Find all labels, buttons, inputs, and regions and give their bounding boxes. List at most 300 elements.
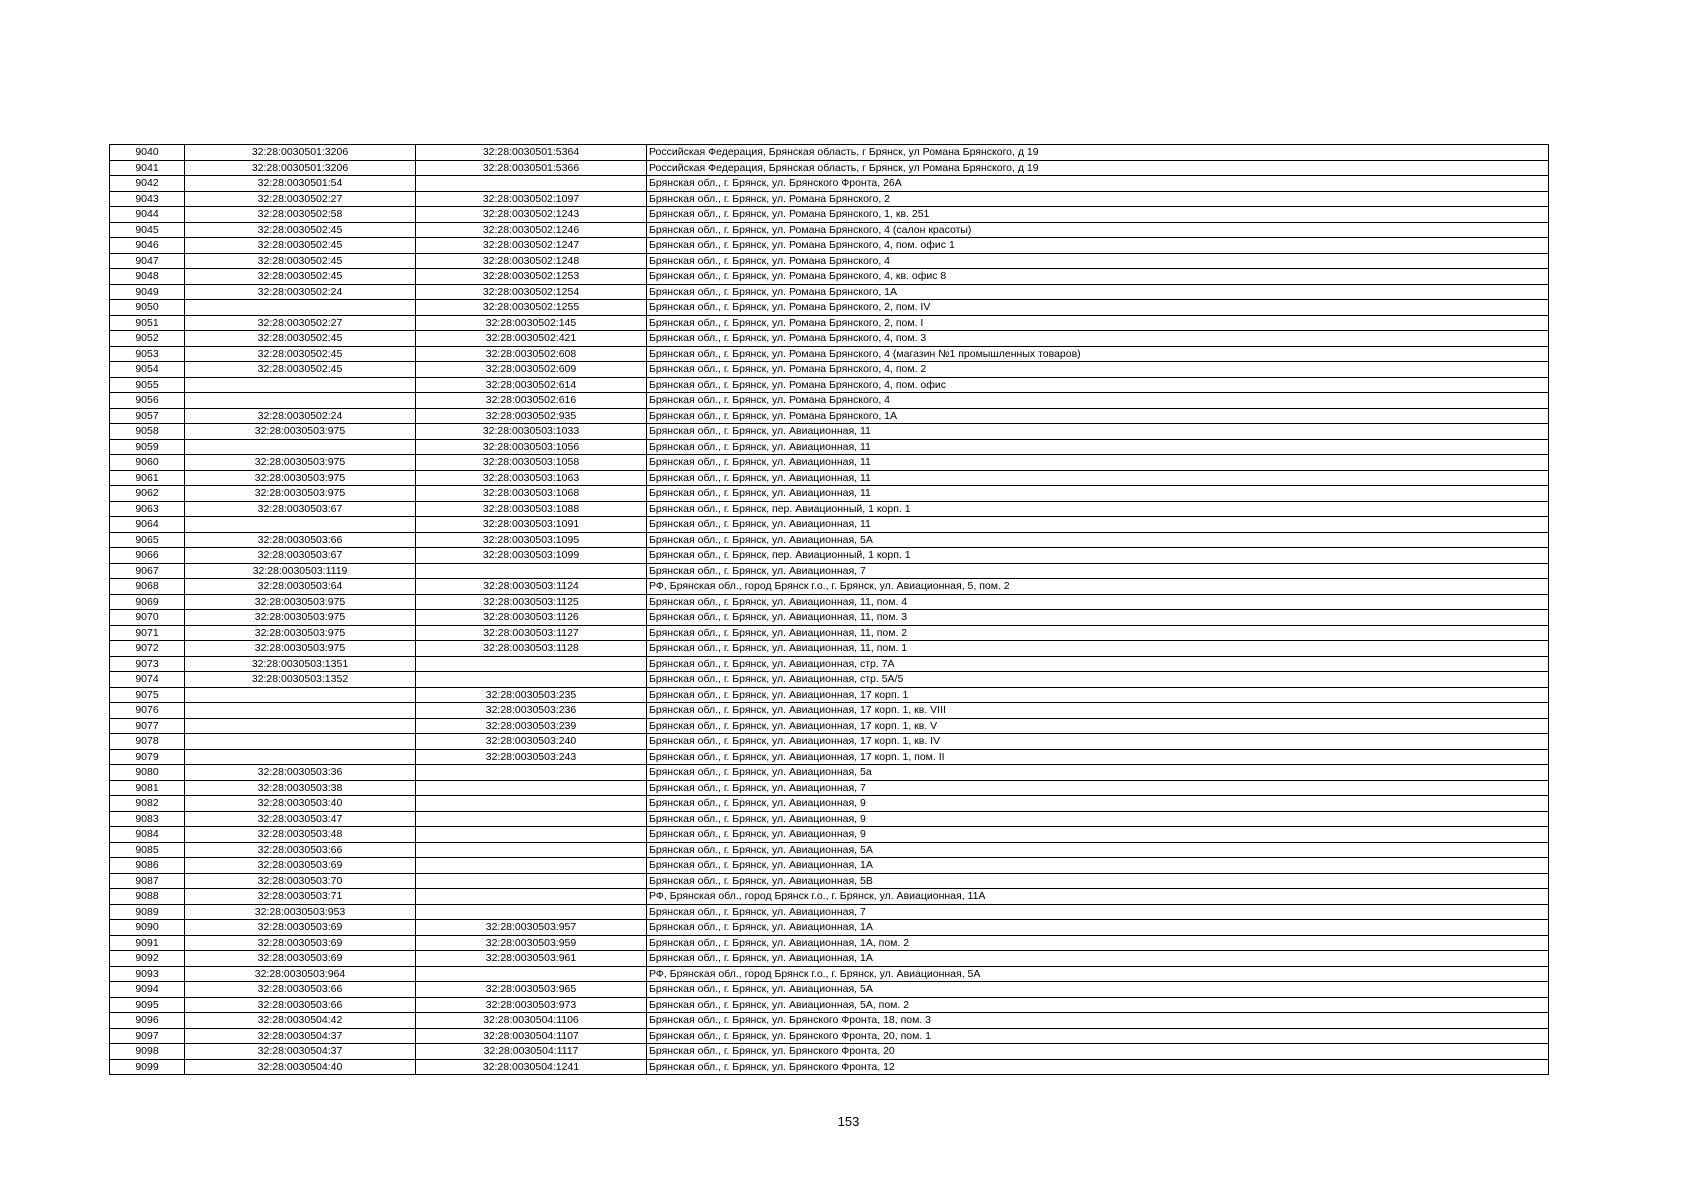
row-number-cell: 9069 xyxy=(110,594,185,610)
table-row xyxy=(110,672,1549,688)
land-cadastral-number-cell: 32:28:0030504:37 xyxy=(185,1028,416,1044)
row-number-cell: 9081 xyxy=(110,780,185,796)
table-row xyxy=(110,687,1549,703)
table-row xyxy=(110,191,1549,207)
table-row xyxy=(110,579,1549,595)
address-cell: Брянская обл., г. Брянск, ул. Авиационная, 7 xyxy=(647,780,1549,796)
address-cell: Брянская обл., г. Брянск, ул. Романа Брянского, 4 xyxy=(647,253,1549,269)
land-cadastral-number-cell xyxy=(185,749,416,765)
row-number-cell: 9043 xyxy=(110,191,185,207)
table-row xyxy=(110,222,1549,238)
row-number-cell: 9049 xyxy=(110,284,185,300)
object-cadastral-number-cell: 32:28:0030503:1058 xyxy=(416,455,647,471)
object-cadastral-number-cell xyxy=(416,904,647,920)
row-number-cell: 9070 xyxy=(110,610,185,626)
row-number-cell: 9079 xyxy=(110,749,185,765)
address-cell: Брянская обл., г. Брянск, ул. Романа Брянского, 1А xyxy=(647,408,1549,424)
row-number-cell: 9092 xyxy=(110,951,185,967)
land-cadastral-number-cell: 32:28:0030502:24 xyxy=(185,284,416,300)
row-number-cell: 9054 xyxy=(110,362,185,378)
table-row xyxy=(110,362,1549,378)
address-cell: Брянская обл., г. Брянск, ул. Романа Брянского, 4, пом. офис 1 xyxy=(647,238,1549,254)
object-cadastral-number-cell xyxy=(416,842,647,858)
row-number-cell: 9046 xyxy=(110,238,185,254)
object-cadastral-number-cell: 32:28:0030502:421 xyxy=(416,331,647,347)
row-number-cell: 9096 xyxy=(110,1013,185,1029)
row-number-cell: 9099 xyxy=(110,1059,185,1075)
table-row xyxy=(110,300,1549,316)
row-number-cell: 9080 xyxy=(110,765,185,781)
row-number-cell: 9084 xyxy=(110,827,185,843)
address-cell: Брянская обл., г. Брянск, ул. Авиационная, 11, пом. 4 xyxy=(647,594,1549,610)
land-cadastral-number-cell: 32:28:0030503:71 xyxy=(185,889,416,905)
table-row xyxy=(110,951,1549,967)
land-cadastral-number-cell xyxy=(185,439,416,455)
row-number-cell: 9051 xyxy=(110,315,185,331)
row-number-cell: 9088 xyxy=(110,889,185,905)
object-cadastral-number-cell: 32:28:0030503:1124 xyxy=(416,579,647,595)
address-cell: Брянская обл., г. Брянск, ул. Авиационная, 11, пом. 1 xyxy=(647,641,1549,657)
land-cadastral-number-cell: 32:28:0030502:27 xyxy=(185,315,416,331)
row-number-cell: 9082 xyxy=(110,796,185,812)
table-row xyxy=(110,610,1549,626)
table-row xyxy=(110,982,1549,998)
object-cadastral-number-cell: 32:28:0030502:614 xyxy=(416,377,647,393)
table-row xyxy=(110,563,1549,579)
object-cadastral-number-cell: 32:28:0030503:957 xyxy=(416,920,647,936)
row-number-cell: 9056 xyxy=(110,393,185,409)
table-row xyxy=(110,331,1549,347)
table-row xyxy=(110,1059,1549,1075)
object-cadastral-number-cell: 32:28:0030502:1247 xyxy=(416,238,647,254)
address-cell: Брянская обл., г. Брянск, ул. Авиационная, 5А xyxy=(647,982,1549,998)
table-row xyxy=(110,393,1549,409)
land-cadastral-number-cell: 32:28:0030503:66 xyxy=(185,532,416,548)
row-number-cell: 9061 xyxy=(110,470,185,486)
row-number-cell: 9042 xyxy=(110,176,185,192)
land-cadastral-number-cell xyxy=(185,734,416,750)
row-number-cell: 9053 xyxy=(110,346,185,362)
table-row xyxy=(110,315,1549,331)
table-row xyxy=(110,145,1549,161)
object-cadastral-number-cell xyxy=(416,765,647,781)
registry-table xyxy=(109,144,1549,1075)
table-row xyxy=(110,1013,1549,1029)
object-cadastral-number-cell: 32:28:0030502:1254 xyxy=(416,284,647,300)
object-cadastral-number-cell: 32:28:0030503:959 xyxy=(416,935,647,951)
row-number-cell: 9063 xyxy=(110,501,185,517)
object-cadastral-number-cell xyxy=(416,858,647,874)
object-cadastral-number-cell: 32:28:0030502:1248 xyxy=(416,253,647,269)
table-row xyxy=(110,439,1549,455)
address-cell: Брянская обл., г. Брянск, ул. Авиационная, 17 корп. 1, кв. IV xyxy=(647,734,1549,750)
table-row xyxy=(110,160,1549,176)
table-row xyxy=(110,455,1549,471)
address-cell: Брянская обл., г. Брянск, ул. Авиационная, 17 корп. 1, пом. II xyxy=(647,749,1549,765)
table-row xyxy=(110,408,1549,424)
land-cadastral-number-cell: 32:28:0030503:64 xyxy=(185,579,416,595)
land-cadastral-number-cell: 32:28:0030503:66 xyxy=(185,842,416,858)
land-cadastral-number-cell: 32:28:0030503:69 xyxy=(185,920,416,936)
land-cadastral-number-cell: 32:28:0030503:67 xyxy=(185,548,416,564)
object-cadastral-number-cell xyxy=(416,796,647,812)
address-cell: Брянская обл., г. Брянск, ул. Авиационная, 17 корп. 1, кв. VIII xyxy=(647,703,1549,719)
land-cadastral-number-cell: 32:28:0030503:38 xyxy=(185,780,416,796)
table-row xyxy=(110,207,1549,223)
address-cell: РФ, Брянская обл., город Брянск г.о., г. Брянск, ул. Авиационная, 5А xyxy=(647,966,1549,982)
row-number-cell: 9089 xyxy=(110,904,185,920)
land-cadastral-number-cell: 32:28:0030502:45 xyxy=(185,346,416,362)
object-cadastral-number-cell xyxy=(416,966,647,982)
row-number-cell: 9066 xyxy=(110,548,185,564)
object-cadastral-number-cell: 32:28:0030503:1127 xyxy=(416,625,647,641)
table-row xyxy=(110,284,1549,300)
table-row xyxy=(110,486,1549,502)
table-row xyxy=(110,532,1549,548)
address-cell: Брянская обл., г. Брянск, ул. Авиационная, 5А xyxy=(647,842,1549,858)
table-row xyxy=(110,842,1549,858)
land-cadastral-number-cell: 32:28:0030503:953 xyxy=(185,904,416,920)
land-cadastral-number-cell: 32:28:0030503:975 xyxy=(185,625,416,641)
row-number-cell: 9093 xyxy=(110,966,185,982)
object-cadastral-number-cell: 32:28:0030503:1063 xyxy=(416,470,647,486)
registry-table-body xyxy=(110,145,1549,1075)
object-cadastral-number-cell: 32:28:0030503:973 xyxy=(416,997,647,1013)
object-cadastral-number-cell xyxy=(416,672,647,688)
table-row xyxy=(110,796,1549,812)
table-row xyxy=(110,765,1549,781)
land-cadastral-number-cell: 32:28:0030503:48 xyxy=(185,827,416,843)
land-cadastral-number-cell: 32:28:0030502:45 xyxy=(185,222,416,238)
land-cadastral-number-cell: 32:28:0030502:45 xyxy=(185,269,416,285)
object-cadastral-number-cell xyxy=(416,780,647,796)
address-cell: Брянская обл., г. Брянск, ул. Романа Брянского, 4 (магазин №1 промышленных товаров) xyxy=(647,346,1549,362)
land-cadastral-number-cell: 32:28:0030503:36 xyxy=(185,765,416,781)
address-cell: Брянская обл., г. Брянск, ул. Авиационная, 11 xyxy=(647,486,1549,502)
address-cell: Брянская обл., г. Брянск, ул. Романа Брянского, 2, пом. I xyxy=(647,315,1549,331)
table-row xyxy=(110,625,1549,641)
land-cadastral-number-cell: 32:28:0030501:54 xyxy=(185,176,416,192)
table-row xyxy=(110,238,1549,254)
row-number-cell: 9097 xyxy=(110,1028,185,1044)
land-cadastral-number-cell: 32:28:0030503:964 xyxy=(185,966,416,982)
address-cell: Брянская обл., г. Брянск, ул. Авиационная, 1А xyxy=(647,858,1549,874)
row-number-cell: 9048 xyxy=(110,269,185,285)
land-cadastral-number-cell: 32:28:0030503:69 xyxy=(185,951,416,967)
row-number-cell: 9041 xyxy=(110,160,185,176)
table-row xyxy=(110,873,1549,889)
address-cell: Брянская обл., г. Брянск, ул. Авиационная, 11, пом. 3 xyxy=(647,610,1549,626)
table-row xyxy=(110,997,1549,1013)
land-cadastral-number-cell: 32:28:0030503:66 xyxy=(185,997,416,1013)
table-row xyxy=(110,548,1549,564)
row-number-cell: 9047 xyxy=(110,253,185,269)
address-cell: Брянская обл., г. Брянск, ул. Авиационная, 9 xyxy=(647,827,1549,843)
object-cadastral-number-cell: 32:28:0030503:236 xyxy=(416,703,647,719)
row-number-cell: 9091 xyxy=(110,935,185,951)
row-number-cell: 9073 xyxy=(110,656,185,672)
table-row xyxy=(110,703,1549,719)
object-cadastral-number-cell: 32:28:0030504:1241 xyxy=(416,1059,647,1075)
land-cadastral-number-cell: 32:28:0030503:40 xyxy=(185,796,416,812)
object-cadastral-number-cell: 32:28:0030502:616 xyxy=(416,393,647,409)
address-cell: Брянская обл., г. Брянск, ул. Брянского Фронта, 18, пом. 3 xyxy=(647,1013,1549,1029)
address-cell: Брянская обл., г. Брянск, ул. Брянского Фронта, 20, пом. 1 xyxy=(647,1028,1549,1044)
row-number-cell: 9072 xyxy=(110,641,185,657)
land-cadastral-number-cell: 32:28:0030503:70 xyxy=(185,873,416,889)
table-row xyxy=(110,346,1549,362)
table-row xyxy=(110,734,1549,750)
row-number-cell: 9044 xyxy=(110,207,185,223)
table-row xyxy=(110,470,1549,486)
object-cadastral-number-cell: 32:28:0030503:1099 xyxy=(416,548,647,564)
row-number-cell: 9085 xyxy=(110,842,185,858)
row-number-cell: 9052 xyxy=(110,331,185,347)
land-cadastral-number-cell: 32:28:0030503:975 xyxy=(185,455,416,471)
row-number-cell: 9045 xyxy=(110,222,185,238)
address-cell: Брянская обл., г. Брянск, ул. Романа Брянского, 4 (салон красоты) xyxy=(647,222,1549,238)
row-number-cell: 9040 xyxy=(110,145,185,161)
object-cadastral-number-cell: 32:28:0030503:961 xyxy=(416,951,647,967)
row-number-cell: 9077 xyxy=(110,718,185,734)
address-cell: Брянская обл., г. Брянск, ул. Авиационная, 7 xyxy=(647,904,1549,920)
object-cadastral-number-cell xyxy=(416,811,647,827)
row-number-cell: 9064 xyxy=(110,517,185,533)
table-row xyxy=(110,718,1549,734)
land-cadastral-number-cell xyxy=(185,300,416,316)
row-number-cell: 9074 xyxy=(110,672,185,688)
land-cadastral-number-cell: 32:28:0030503:1351 xyxy=(185,656,416,672)
address-cell: Брянская обл., г. Брянск, ул. Брянского Фронта, 26А xyxy=(647,176,1549,192)
address-cell: Брянская обл., г. Брянск, ул. Романа Брянского, 1А xyxy=(647,284,1549,300)
table-row xyxy=(110,827,1549,843)
object-cadastral-number-cell: 32:28:0030502:608 xyxy=(416,346,647,362)
land-cadastral-number-cell xyxy=(185,377,416,393)
row-number-cell: 9094 xyxy=(110,982,185,998)
table-row xyxy=(110,377,1549,393)
row-number-cell: 9067 xyxy=(110,563,185,579)
address-cell: Брянская обл., г. Брянск, ул. Брянского Фронта, 20 xyxy=(647,1044,1549,1060)
land-cadastral-number-cell: 32:28:0030503:1352 xyxy=(185,672,416,688)
table-row xyxy=(110,656,1549,672)
land-cadastral-number-cell: 32:28:0030502:45 xyxy=(185,253,416,269)
land-cadastral-number-cell: 32:28:0030503:69 xyxy=(185,935,416,951)
land-cadastral-number-cell: 32:28:0030502:27 xyxy=(185,191,416,207)
table-row xyxy=(110,780,1549,796)
row-number-cell: 9095 xyxy=(110,997,185,1013)
address-cell: Брянская обл., г. Брянск, ул. Авиационная, 9 xyxy=(647,811,1549,827)
row-number-cell: 9057 xyxy=(110,408,185,424)
object-cadastral-number-cell: 32:28:0030503:1126 xyxy=(416,610,647,626)
address-cell: Брянская обл., г. Брянск, пер. Авиационный, 1 корп. 1 xyxy=(647,501,1549,517)
address-cell: Брянская обл., г. Брянск, ул. Авиационная, 11 xyxy=(647,517,1549,533)
address-cell: Брянская обл., г. Брянск, ул. Авиационная, 17 корп. 1 xyxy=(647,687,1549,703)
address-cell: РФ, Брянская обл., город Брянск г.о., г. Брянск, ул. Авиационная, 11А xyxy=(647,889,1549,905)
object-cadastral-number-cell xyxy=(416,563,647,579)
row-number-cell: 9068 xyxy=(110,579,185,595)
table-row xyxy=(110,269,1549,285)
address-cell: Брянская обл., г. Брянск, ул. Романа Брянского, 4, пом. 3 xyxy=(647,331,1549,347)
land-cadastral-number-cell xyxy=(185,517,416,533)
land-cadastral-number-cell: 32:28:0030501:3206 xyxy=(185,160,416,176)
table-row xyxy=(110,517,1549,533)
land-cadastral-number-cell: 32:28:0030503:975 xyxy=(185,470,416,486)
address-cell: Брянская обл., г. Брянск, ул. Авиационная, 11 xyxy=(647,455,1549,471)
object-cadastral-number-cell: 32:28:0030503:1125 xyxy=(416,594,647,610)
object-cadastral-number-cell: 32:28:0030501:5364 xyxy=(416,145,647,161)
table-row xyxy=(110,594,1549,610)
land-cadastral-number-cell: 32:28:0030502:24 xyxy=(185,408,416,424)
land-cadastral-number-cell: 32:28:0030503:47 xyxy=(185,811,416,827)
object-cadastral-number-cell: 32:28:0030502:935 xyxy=(416,408,647,424)
address-cell: Брянская обл., г. Брянск, ул. Авиационная, 5А, пом. 2 xyxy=(647,997,1549,1013)
address-cell: Брянская обл., г. Брянск, ул. Романа Брянского, 1, кв. 251 xyxy=(647,207,1549,223)
table-row xyxy=(110,920,1549,936)
row-number-cell: 9050 xyxy=(110,300,185,316)
object-cadastral-number-cell: 32:28:0030504:1107 xyxy=(416,1028,647,1044)
address-cell: Российская Федерация, Брянская область, г Брянск, ул Романа Брянского, д 19 xyxy=(647,145,1549,161)
address-cell: Брянская обл., г. Брянск, ул. Брянского Фронта, 12 xyxy=(647,1059,1549,1075)
table-row xyxy=(110,501,1549,517)
table-row xyxy=(110,1028,1549,1044)
address-cell: Брянская обл., г. Брянск, ул. Романа Брянского, 4, пом. 2 xyxy=(647,362,1549,378)
object-cadastral-number-cell: 32:28:0030503:1095 xyxy=(416,532,647,548)
object-cadastral-number-cell: 32:28:0030503:1128 xyxy=(416,641,647,657)
object-cadastral-number-cell: 32:28:0030503:1091 xyxy=(416,517,647,533)
address-cell: Брянская обл., г. Брянск, ул. Авиационная, 1А xyxy=(647,920,1549,936)
address-cell: Брянская обл., г. Брянск, ул. Авиационная, 5А xyxy=(647,532,1549,548)
object-cadastral-number-cell: 32:28:0030504:1106 xyxy=(416,1013,647,1029)
object-cadastral-number-cell: 32:28:0030502:1097 xyxy=(416,191,647,207)
address-cell: Брянская обл., г. Брянск, ул. Романа Брянского, 2, пом. IV xyxy=(647,300,1549,316)
row-number-cell: 9065 xyxy=(110,532,185,548)
table-row xyxy=(110,1044,1549,1060)
object-cadastral-number-cell: 32:28:0030503:235 xyxy=(416,687,647,703)
table-row xyxy=(110,176,1549,192)
land-cadastral-number-cell: 32:28:0030503:975 xyxy=(185,594,416,610)
object-cadastral-number-cell xyxy=(416,873,647,889)
address-cell: Брянская обл., г. Брянск, пер. Авиационный, 1 корп. 1 xyxy=(647,548,1549,564)
address-cell: Брянская обл., г. Брянск, ул. Авиационная, стр. 7А xyxy=(647,656,1549,672)
object-cadastral-number-cell xyxy=(416,656,647,672)
object-cadastral-number-cell: 32:28:0030503:239 xyxy=(416,718,647,734)
table-row xyxy=(110,641,1549,657)
land-cadastral-number-cell: 32:28:0030502:45 xyxy=(185,238,416,254)
object-cadastral-number-cell: 32:28:0030503:243 xyxy=(416,749,647,765)
object-cadastral-number-cell: 32:28:0030502:145 xyxy=(416,315,647,331)
address-cell: Российская Федерация, Брянская область, г Брянск, ул Романа Брянского, д 19 xyxy=(647,160,1549,176)
land-cadastral-number-cell: 32:28:0030503:67 xyxy=(185,501,416,517)
object-cadastral-number-cell: 32:28:0030502:1246 xyxy=(416,222,647,238)
land-cadastral-number-cell: 32:28:0030504:42 xyxy=(185,1013,416,1029)
land-cadastral-number-cell: 32:28:0030503:66 xyxy=(185,982,416,998)
table-row xyxy=(110,966,1549,982)
object-cadastral-number-cell: 32:28:0030503:1033 xyxy=(416,424,647,440)
object-cadastral-number-cell: 32:28:0030502:1243 xyxy=(416,207,647,223)
address-cell: Брянская обл., г. Брянск, ул. Авиационная, 5В xyxy=(647,873,1549,889)
address-cell: Брянская обл., г. Брянск, ул. Авиационная, 11 xyxy=(647,439,1549,455)
table-row xyxy=(110,811,1549,827)
table-row xyxy=(110,253,1549,269)
land-cadastral-number-cell xyxy=(185,393,416,409)
land-cadastral-number-cell: 32:28:0030502:45 xyxy=(185,331,416,347)
row-number-cell: 9087 xyxy=(110,873,185,889)
address-cell: Брянская обл., г. Брянск, ул. Авиационная, стр. 5А/5 xyxy=(647,672,1549,688)
land-cadastral-number-cell: 32:28:0030503:69 xyxy=(185,858,416,874)
row-number-cell: 9060 xyxy=(110,455,185,471)
land-cadastral-number-cell: 32:28:0030503:1119 xyxy=(185,563,416,579)
object-cadastral-number-cell xyxy=(416,176,647,192)
table-row xyxy=(110,935,1549,951)
land-cadastral-number-cell: 32:28:0030503:975 xyxy=(185,641,416,657)
object-cadastral-number-cell xyxy=(416,889,647,905)
row-number-cell: 9098 xyxy=(110,1044,185,1060)
table-row xyxy=(110,904,1549,920)
land-cadastral-number-cell: 32:28:0030501:3206 xyxy=(185,145,416,161)
address-cell: Брянская обл., г. Брянск, ул. Авиационная, 17 корп. 1, кв. V xyxy=(647,718,1549,734)
row-number-cell: 9055 xyxy=(110,377,185,393)
row-number-cell: 9078 xyxy=(110,734,185,750)
address-cell: Брянская обл., г. Брянск, ул. Авиационная, 9 xyxy=(647,796,1549,812)
object-cadastral-number-cell: 32:28:0030503:1056 xyxy=(416,439,647,455)
land-cadastral-number-cell: 32:28:0030503:975 xyxy=(185,424,416,440)
address-cell: Брянская обл., г. Брянск, ул. Романа Брянского, 4 xyxy=(647,393,1549,409)
object-cadastral-number-cell: 32:28:0030503:240 xyxy=(416,734,647,750)
object-cadastral-number-cell: 32:28:0030502:1255 xyxy=(416,300,647,316)
object-cadastral-number-cell: 32:28:0030503:1088 xyxy=(416,501,647,517)
address-cell: Брянская обл., г. Брянск, ул. Авиационная, 11 xyxy=(647,470,1549,486)
row-number-cell: 9090 xyxy=(110,920,185,936)
row-number-cell: 9076 xyxy=(110,703,185,719)
object-cadastral-number-cell: 32:28:0030503:1068 xyxy=(416,486,647,502)
address-cell: Брянская обл., г. Брянск, ул. Авиационная, 1А, пом. 2 xyxy=(647,935,1549,951)
land-cadastral-number-cell: 32:28:0030502:58 xyxy=(185,207,416,223)
row-number-cell: 9058 xyxy=(110,424,185,440)
land-cadastral-number-cell xyxy=(185,703,416,719)
land-cadastral-number-cell: 32:28:0030503:975 xyxy=(185,610,416,626)
land-cadastral-number-cell: 32:28:0030504:40 xyxy=(185,1059,416,1075)
address-cell: Брянская обл., г. Брянск, ул. Авиационная, 7 xyxy=(647,563,1549,579)
address-cell: Брянская обл., г. Брянск, ул. Авиационная, 11, пом. 2 xyxy=(647,625,1549,641)
row-number-cell: 9059 xyxy=(110,439,185,455)
land-cadastral-number-cell: 32:28:0030503:975 xyxy=(185,486,416,502)
address-cell: РФ, Брянская обл., город Брянск г.о., г. Брянск, ул. Авиационная, 5, пом. 2 xyxy=(647,579,1549,595)
land-cadastral-number-cell: 32:28:0030502:45 xyxy=(185,362,416,378)
object-cadastral-number-cell xyxy=(416,827,647,843)
land-cadastral-number-cell xyxy=(185,687,416,703)
address-cell: Брянская обл., г. Брянск, ул. Романа Брянского, 4, кв. офис 8 xyxy=(647,269,1549,285)
row-number-cell: 9086 xyxy=(110,858,185,874)
address-cell: Брянская обл., г. Брянск, ул. Романа Брянского, 4, пом. офис xyxy=(647,377,1549,393)
land-cadastral-number-cell xyxy=(185,718,416,734)
land-cadastral-number-cell: 32:28:0030504:37 xyxy=(185,1044,416,1060)
object-cadastral-number-cell: 32:28:0030501:5366 xyxy=(416,160,647,176)
table-row xyxy=(110,889,1549,905)
row-number-cell: 9075 xyxy=(110,687,185,703)
object-cadastral-number-cell: 32:28:0030502:609 xyxy=(416,362,647,378)
table-row xyxy=(110,858,1549,874)
row-number-cell: 9071 xyxy=(110,625,185,641)
table-row xyxy=(110,749,1549,765)
address-cell: Брянская обл., г. Брянск, ул. Авиационная, 5а xyxy=(647,765,1549,781)
row-number-cell: 9083 xyxy=(110,811,185,827)
address-cell: Брянская обл., г. Брянск, ул. Авиационная, 1А xyxy=(647,951,1549,967)
page-number: 153 xyxy=(837,1114,860,1129)
address-cell: Брянская обл., г. Брянск, ул. Романа Брянского, 2 xyxy=(647,191,1549,207)
object-cadastral-number-cell: 32:28:0030503:965 xyxy=(416,982,647,998)
object-cadastral-number-cell: 32:28:0030502:1253 xyxy=(416,269,647,285)
address-cell: Брянская обл., г. Брянск, ул. Авиационная, 11 xyxy=(647,424,1549,440)
